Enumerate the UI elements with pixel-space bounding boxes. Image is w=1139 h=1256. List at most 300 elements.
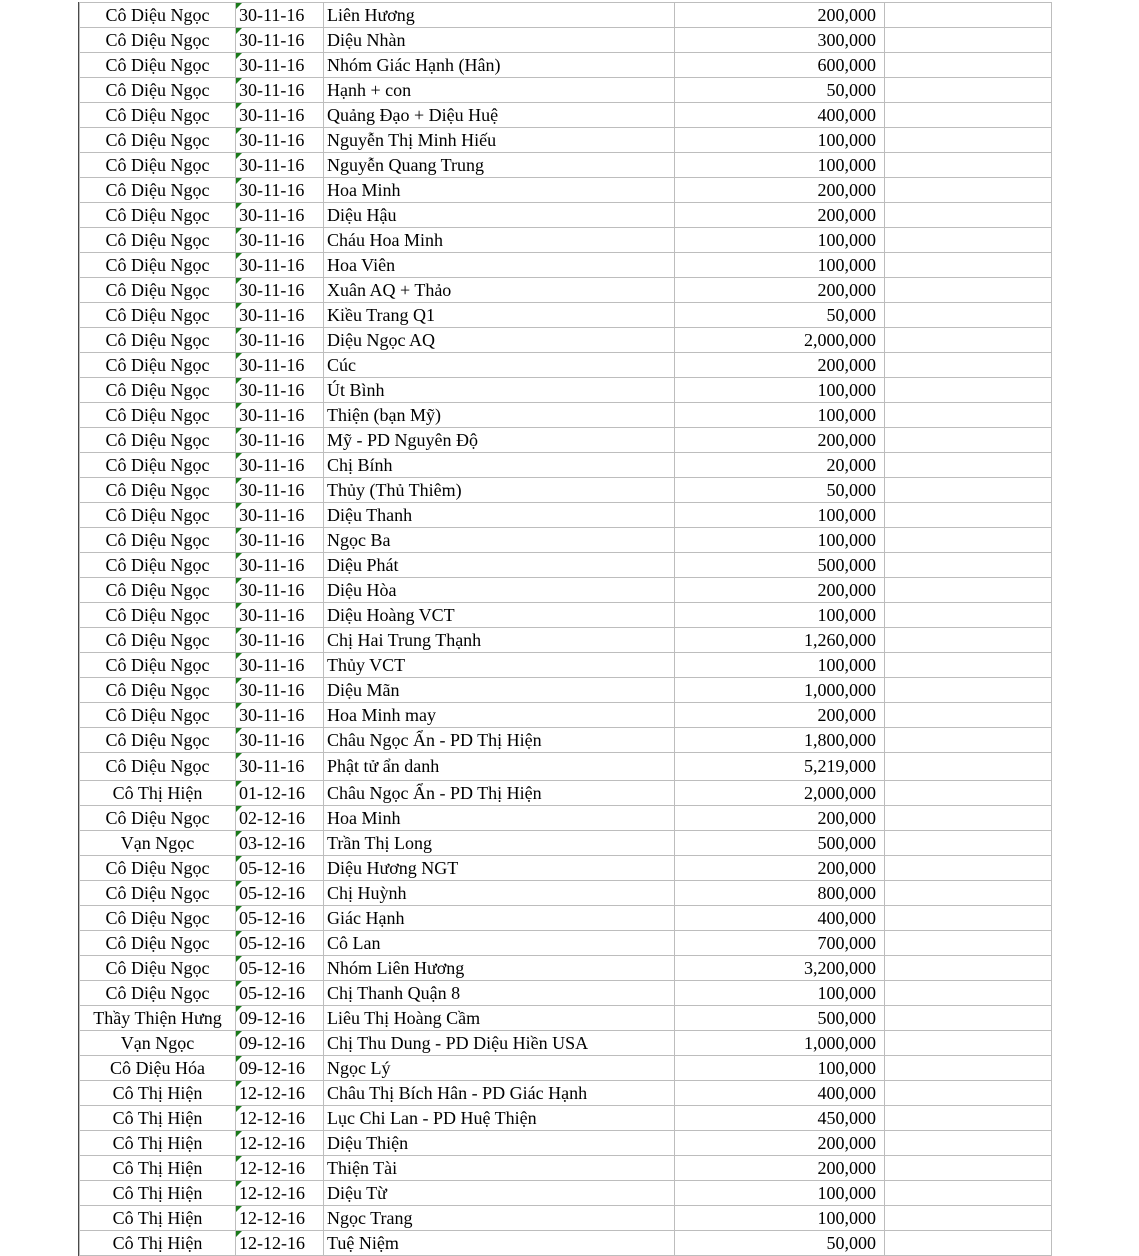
amount-cell[interactable]: 500,000 xyxy=(675,553,885,578)
date-cell[interactable]: 12-12-16 xyxy=(236,1081,324,1106)
table-row xyxy=(80,906,1052,931)
empty-cell[interactable] xyxy=(885,653,1052,678)
table-row xyxy=(80,653,1052,678)
date-cell[interactable]: 30-11-16 xyxy=(236,578,324,603)
date-cell[interactable]: 30-11-16 xyxy=(236,203,324,228)
table-row xyxy=(80,856,1052,881)
date-cell[interactable]: 09-12-16 xyxy=(236,1056,324,1081)
amount-cell[interactable]: 600,000 xyxy=(675,53,885,78)
amount-cell[interactable]: 200,000 xyxy=(675,178,885,203)
giver-cell[interactable]: Cô Diệu Ngọc xyxy=(80,703,236,728)
date-cell[interactable]: 30-11-16 xyxy=(236,603,324,628)
empty-cell[interactable] xyxy=(885,278,1052,303)
table-row xyxy=(80,628,1052,653)
amount-cell[interactable]: 50,000 xyxy=(675,303,885,328)
giver-cell[interactable]: Cô Diệu Ngọc xyxy=(80,956,236,981)
empty-cell[interactable] xyxy=(885,981,1052,1006)
empty-cell[interactable] xyxy=(885,906,1052,931)
donor-name-cell[interactable]: Diệu Nhàn xyxy=(324,28,675,53)
empty-cell[interactable] xyxy=(885,353,1052,378)
amount-cell[interactable]: 200,000 xyxy=(675,703,885,728)
donor-name-cell[interactable]: Lục Chi Lan - PD Huệ Thiện xyxy=(324,1106,675,1131)
giver-cell[interactable]: Cô Thị Hiện xyxy=(80,1231,236,1256)
table-row xyxy=(80,703,1052,728)
giver-cell[interactable]: Cô Diệu Ngọc xyxy=(80,478,236,503)
amount-cell[interactable]: 100,000 xyxy=(675,1206,885,1231)
donor-name-cell[interactable]: Kiều Trang Q1 xyxy=(324,303,675,328)
donation-sheet xyxy=(78,2,1047,1256)
donor-name-cell[interactable]: Thiện Tài xyxy=(324,1156,675,1181)
amount-cell[interactable]: 200,000 xyxy=(675,1156,885,1181)
table-row xyxy=(80,781,1052,806)
empty-cell[interactable] xyxy=(885,856,1052,881)
date-cell[interactable]: 30-11-16 xyxy=(236,378,324,403)
donor-name-cell[interactable]: Diệu Mãn xyxy=(324,678,675,703)
date-cell[interactable]: 30-11-16 xyxy=(236,628,324,653)
giver-cell[interactable]: Cô Diệu Ngọc xyxy=(80,178,236,203)
date-cell[interactable]: 30-11-16 xyxy=(236,653,324,678)
date-cell[interactable]: 30-11-16 xyxy=(236,403,324,428)
amount-cell[interactable]: 100,000 xyxy=(675,1056,885,1081)
giver-cell[interactable]: Cô Diệu Ngọc xyxy=(80,428,236,453)
empty-cell[interactable] xyxy=(885,628,1052,653)
amount-cell[interactable]: 400,000 xyxy=(675,906,885,931)
date-cell[interactable]: 30-11-16 xyxy=(236,128,324,153)
donor-name-cell[interactable]: Chị Huỳnh xyxy=(324,881,675,906)
giver-cell[interactable]: Cô Thị Hiện xyxy=(80,781,236,806)
date-cell[interactable]: 09-12-16 xyxy=(236,1031,324,1056)
table-row xyxy=(80,253,1052,278)
donor-name-cell[interactable]: Liên Hương xyxy=(324,3,675,28)
amount-cell[interactable]: 2,000,000 xyxy=(675,781,885,806)
date-cell[interactable]: 30-11-16 xyxy=(236,453,324,478)
date-cell[interactable]: 09-12-16 xyxy=(236,1006,324,1031)
table-row xyxy=(80,103,1052,128)
giver-cell[interactable]: Cô Diệu Ngọc xyxy=(80,453,236,478)
amount-cell[interactable]: 1,260,000 xyxy=(675,628,885,653)
giver-cell[interactable]: Cô Diệu Ngọc xyxy=(80,253,236,278)
empty-cell[interactable] xyxy=(885,378,1052,403)
amount-cell[interactable]: 50,000 xyxy=(675,478,885,503)
date-cell[interactable]: 30-11-16 xyxy=(236,303,324,328)
date-cell[interactable]: 12-12-16 xyxy=(236,1156,324,1181)
giver-cell[interactable]: Cô Diệu Ngọc xyxy=(80,628,236,653)
amount-cell[interactable]: 200,000 xyxy=(675,856,885,881)
empty-cell[interactable] xyxy=(885,328,1052,353)
donor-name-cell[interactable]: Nhóm Liên Hương xyxy=(324,956,675,981)
empty-cell[interactable] xyxy=(885,503,1052,528)
amount-cell[interactable]: 200,000 xyxy=(675,806,885,831)
empty-cell[interactable] xyxy=(885,478,1052,503)
giver-cell[interactable]: Vạn Ngọc xyxy=(80,1031,236,1056)
date-cell[interactable]: 12-12-16 xyxy=(236,1206,324,1231)
date-cell[interactable]: 12-12-16 xyxy=(236,1231,324,1256)
amount-cell[interactable]: 2,000,000 xyxy=(675,328,885,353)
amount-cell[interactable]: 400,000 xyxy=(675,1081,885,1106)
empty-cell[interactable] xyxy=(885,603,1052,628)
amount-cell[interactable]: 50,000 xyxy=(675,1231,885,1256)
table-row xyxy=(80,453,1052,478)
table-row xyxy=(80,328,1052,353)
donor-name-cell[interactable]: Nhóm Giác Hạnh (Hân) xyxy=(324,53,675,78)
donor-name-cell[interactable]: Chị Bính xyxy=(324,453,675,478)
donor-name-cell[interactable]: Mỹ - PD Nguyên Độ xyxy=(324,428,675,453)
date-cell[interactable]: 05-12-16 xyxy=(236,856,324,881)
date-cell[interactable]: 30-11-16 xyxy=(236,228,324,253)
giver-cell[interactable]: Cô Thị Hiện xyxy=(80,1156,236,1181)
table-row xyxy=(80,278,1052,303)
amount-cell[interactable]: 100,000 xyxy=(675,253,885,278)
giver-cell[interactable]: Cô Diệu Ngọc xyxy=(80,153,236,178)
giver-cell[interactable]: Cô Diệu Ngọc xyxy=(80,203,236,228)
amount-cell[interactable]: 200,000 xyxy=(675,578,885,603)
amount-cell[interactable]: 200,000 xyxy=(675,353,885,378)
table-row xyxy=(80,78,1052,103)
giver-cell[interactable]: Cô Diệu Ngọc xyxy=(80,806,236,831)
date-cell[interactable]: 30-11-16 xyxy=(236,253,324,278)
giver-cell[interactable]: Cô Diệu Ngọc xyxy=(80,981,236,1006)
amount-cell[interactable]: 100,000 xyxy=(675,228,885,253)
giver-cell[interactable]: Cô Diệu Ngọc xyxy=(80,403,236,428)
empty-cell[interactable] xyxy=(885,1081,1052,1106)
empty-cell[interactable] xyxy=(885,1131,1052,1156)
donor-name-cell[interactable]: Xuân AQ + Thảo xyxy=(324,278,675,303)
donor-name-cell[interactable]: Chị Hai Trung Thạnh xyxy=(324,628,675,653)
empty-cell[interactable] xyxy=(885,53,1052,78)
date-cell[interactable]: 30-11-16 xyxy=(236,353,324,378)
table-row xyxy=(80,353,1052,378)
giver-cell[interactable]: Cô Diệu Ngọc xyxy=(80,3,236,28)
empty-cell[interactable] xyxy=(885,3,1052,28)
amount-cell[interactable]: 200,000 xyxy=(675,1131,885,1156)
table-row xyxy=(80,956,1052,981)
giver-cell[interactable]: Cô Diệu Hóa xyxy=(80,1056,236,1081)
table-row xyxy=(80,831,1052,856)
table-row xyxy=(80,578,1052,603)
donation-table-body xyxy=(80,3,1052,1256)
donor-name-cell[interactable]: Diệu Hương NGT xyxy=(324,856,675,881)
giver-cell[interactable]: Cô Diệu Ngọc xyxy=(80,128,236,153)
giver-cell[interactable]: Cô Diệu Ngọc xyxy=(80,653,236,678)
date-cell[interactable]: 01-12-16 xyxy=(236,781,324,806)
donor-name-cell[interactable]: Phật tử ẩn danh xyxy=(324,753,675,781)
date-cell[interactable]: 30-11-16 xyxy=(236,53,324,78)
giver-cell[interactable]: Cô Diệu Ngọc xyxy=(80,881,236,906)
table-row xyxy=(80,228,1052,253)
donor-name-cell[interactable]: Thủy (Thủ Thiêm) xyxy=(324,478,675,503)
amount-cell[interactable]: 3,200,000 xyxy=(675,956,885,981)
date-cell[interactable]: 30-11-16 xyxy=(236,728,324,753)
giver-cell[interactable]: Cô Diệu Ngọc xyxy=(80,856,236,881)
empty-cell[interactable] xyxy=(885,1156,1052,1181)
empty-cell[interactable] xyxy=(885,831,1052,856)
table-row xyxy=(80,1206,1052,1231)
donor-name-cell[interactable]: Diệu Hậu xyxy=(324,203,675,228)
date-cell[interactable]: 12-12-16 xyxy=(236,1131,324,1156)
empty-cell[interactable] xyxy=(885,1231,1052,1256)
donor-name-cell[interactable]: Châu Ngọc Ẩn - PD Thị Hiện xyxy=(324,781,675,806)
donor-name-cell[interactable]: Diệu Thanh xyxy=(324,503,675,528)
amount-cell[interactable]: 200,000 xyxy=(675,428,885,453)
donor-name-cell[interactable]: Hoa Minh may xyxy=(324,703,675,728)
giver-cell[interactable]: Cô Diệu Ngọc xyxy=(80,753,236,781)
empty-cell[interactable] xyxy=(885,806,1052,831)
date-cell[interactable]: 30-11-16 xyxy=(236,478,324,503)
empty-cell[interactable] xyxy=(885,28,1052,53)
amount-cell[interactable]: 100,000 xyxy=(675,153,885,178)
date-cell[interactable]: 05-12-16 xyxy=(236,931,324,956)
table-row xyxy=(80,1056,1052,1081)
table-row xyxy=(80,503,1052,528)
giver-cell[interactable]: Cô Diệu Ngọc xyxy=(80,553,236,578)
donor-name-cell[interactable]: Ngọc Trang xyxy=(324,1206,675,1231)
date-cell[interactable]: 30-11-16 xyxy=(236,703,324,728)
date-cell[interactable]: 03-12-16 xyxy=(236,831,324,856)
donor-name-cell[interactable]: Hoa Minh xyxy=(324,178,675,203)
date-cell[interactable]: 30-11-16 xyxy=(236,3,324,28)
date-cell[interactable]: 30-11-16 xyxy=(236,553,324,578)
donor-name-cell[interactable]: Cháu Hoa Minh xyxy=(324,228,675,253)
giver-cell[interactable]: Cô Diệu Ngọc xyxy=(80,528,236,553)
amount-cell[interactable]: 200,000 xyxy=(675,3,885,28)
empty-cell[interactable] xyxy=(885,428,1052,453)
donor-name-cell[interactable]: Thiện (bạn Mỹ) xyxy=(324,403,675,428)
amount-cell[interactable]: 200,000 xyxy=(675,278,885,303)
empty-cell[interactable] xyxy=(885,528,1052,553)
empty-cell[interactable] xyxy=(885,203,1052,228)
table-row xyxy=(80,53,1052,78)
giver-cell[interactable]: Cô Diệu Ngọc xyxy=(80,931,236,956)
empty-cell[interactable] xyxy=(885,128,1052,153)
date-cell[interactable]: 30-11-16 xyxy=(236,78,324,103)
donor-name-cell[interactable]: Cúc xyxy=(324,353,675,378)
amount-cell[interactable]: 5,219,000 xyxy=(675,753,885,781)
empty-cell[interactable] xyxy=(885,781,1052,806)
amount-cell[interactable]: 800,000 xyxy=(675,881,885,906)
amount-cell[interactable]: 1,800,000 xyxy=(675,728,885,753)
date-cell[interactable]: 05-12-16 xyxy=(236,981,324,1006)
table-row xyxy=(80,981,1052,1006)
empty-cell[interactable] xyxy=(885,228,1052,253)
date-cell[interactable]: 30-11-16 xyxy=(236,278,324,303)
date-cell[interactable]: 02-12-16 xyxy=(236,806,324,831)
amount-cell[interactable]: 100,000 xyxy=(675,128,885,153)
donor-name-cell[interactable]: Hoa Viên xyxy=(324,253,675,278)
empty-cell[interactable] xyxy=(885,303,1052,328)
date-cell[interactable]: 30-11-16 xyxy=(236,753,324,781)
amount-cell[interactable]: 300,000 xyxy=(675,28,885,53)
table-row xyxy=(80,3,1052,28)
empty-cell[interactable] xyxy=(885,403,1052,428)
empty-cell[interactable] xyxy=(885,1206,1052,1231)
table-row xyxy=(80,553,1052,578)
donor-name-cell[interactable]: Giác Hạnh xyxy=(324,906,675,931)
giver-cell[interactable]: Vạn Ngọc xyxy=(80,831,236,856)
table-row xyxy=(80,478,1052,503)
donor-name-cell[interactable]: Thủy VCT xyxy=(324,653,675,678)
table-row xyxy=(80,1181,1052,1206)
table-row xyxy=(80,753,1052,781)
table-row xyxy=(80,881,1052,906)
amount-cell[interactable]: 500,000 xyxy=(675,831,885,856)
table-row xyxy=(80,153,1052,178)
date-cell[interactable]: 05-12-16 xyxy=(236,956,324,981)
date-cell[interactable]: 30-11-16 xyxy=(236,178,324,203)
date-cell[interactable]: 05-12-16 xyxy=(236,906,324,931)
table-row xyxy=(80,1006,1052,1031)
table-row xyxy=(80,428,1052,453)
table-row xyxy=(80,931,1052,956)
amount-cell[interactable]: 100,000 xyxy=(675,603,885,628)
giver-cell[interactable]: Cô Thị Hiện xyxy=(80,1181,236,1206)
date-cell[interactable]: 30-11-16 xyxy=(236,503,324,528)
table-row xyxy=(80,1106,1052,1131)
donor-name-cell[interactable]: Hoa Minh xyxy=(324,806,675,831)
date-cell[interactable]: 05-12-16 xyxy=(236,881,324,906)
donor-name-cell[interactable]: Tuệ Niệm xyxy=(324,1231,675,1256)
amount-cell[interactable]: 500,000 xyxy=(675,1006,885,1031)
empty-cell[interactable] xyxy=(885,1056,1052,1081)
empty-cell[interactable] xyxy=(885,553,1052,578)
amount-cell[interactable]: 100,000 xyxy=(675,503,885,528)
empty-cell[interactable] xyxy=(885,956,1052,981)
table-row xyxy=(80,303,1052,328)
giver-cell[interactable]: Cô Thị Hiện xyxy=(80,1206,236,1231)
empty-cell[interactable] xyxy=(885,578,1052,603)
giver-cell[interactable]: Cô Diệu Ngọc xyxy=(80,906,236,931)
donor-name-cell[interactable]: Châu Thị Bích Hân - PD Giác Hạnh xyxy=(324,1081,675,1106)
donor-name-cell[interactable]: Châu Ngọc Ẩn - PD Thị Hiện xyxy=(324,728,675,753)
table-row xyxy=(80,128,1052,153)
table-row xyxy=(80,603,1052,628)
date-cell[interactable]: 12-12-16 xyxy=(236,1106,324,1131)
table-row xyxy=(80,28,1052,53)
giver-cell[interactable]: Cô Diệu Ngọc xyxy=(80,328,236,353)
donor-name-cell[interactable]: Quảng Đạo + Diệu Huệ xyxy=(324,103,675,128)
table-row xyxy=(80,403,1052,428)
empty-cell[interactable] xyxy=(885,153,1052,178)
table-row xyxy=(80,806,1052,831)
empty-cell[interactable] xyxy=(885,1181,1052,1206)
date-cell[interactable]: 30-11-16 xyxy=(236,428,324,453)
table-row xyxy=(80,1156,1052,1181)
giver-cell[interactable]: Thầy Thiện Hưng xyxy=(80,1006,236,1031)
giver-cell[interactable]: Cô Diệu Ngọc xyxy=(80,53,236,78)
amount-cell[interactable]: 1,000,000 xyxy=(675,678,885,703)
giver-cell[interactable]: Cô Diệu Ngọc xyxy=(80,353,236,378)
giver-cell[interactable]: Cô Diệu Ngọc xyxy=(80,278,236,303)
amount-cell[interactable]: 450,000 xyxy=(675,1106,885,1131)
giver-cell[interactable]: Cô Diệu Ngọc xyxy=(80,678,236,703)
date-cell[interactable]: 30-11-16 xyxy=(236,528,324,553)
empty-cell[interactable] xyxy=(885,1106,1052,1131)
donor-name-cell[interactable]: Diệu Từ xyxy=(324,1181,675,1206)
date-cell[interactable]: 12-12-16 xyxy=(236,1181,324,1206)
giver-cell[interactable]: Cô Thị Hiện xyxy=(80,1081,236,1106)
empty-cell[interactable] xyxy=(885,931,1052,956)
donor-name-cell[interactable]: Trần Thị Long xyxy=(324,831,675,856)
giver-cell[interactable]: Cô Thị Hiện xyxy=(80,1106,236,1131)
donor-name-cell[interactable]: Diệu Thiện xyxy=(324,1131,675,1156)
empty-cell[interactable] xyxy=(885,703,1052,728)
date-cell[interactable]: 30-11-16 xyxy=(236,678,324,703)
table-row xyxy=(80,378,1052,403)
empty-cell[interactable] xyxy=(885,728,1052,753)
empty-cell[interactable] xyxy=(885,1006,1052,1031)
empty-cell[interactable] xyxy=(885,753,1052,781)
empty-cell[interactable] xyxy=(885,178,1052,203)
donor-name-cell[interactable]: Chị Thu Dung - PD Diệu Hiền USA xyxy=(324,1031,675,1056)
giver-cell[interactable]: Cô Diệu Ngọc xyxy=(80,728,236,753)
donor-name-cell[interactable]: Út Bình xyxy=(324,378,675,403)
donor-name-cell[interactable]: Nguyễn Quang Trung xyxy=(324,153,675,178)
donor-name-cell[interactable]: Diệu Hoàng VCT xyxy=(324,603,675,628)
donor-name-cell[interactable]: Ngọc Ba xyxy=(324,528,675,553)
date-cell[interactable]: 30-11-16 xyxy=(236,153,324,178)
table-row xyxy=(80,728,1052,753)
giver-cell[interactable]: Cô Thị Hiện xyxy=(80,1131,236,1156)
giver-cell[interactable]: Cô Diệu Ngọc xyxy=(80,228,236,253)
donor-name-cell[interactable]: Diệu Phát xyxy=(324,553,675,578)
table-row xyxy=(80,528,1052,553)
giver-cell[interactable]: Cô Diệu Ngọc xyxy=(80,78,236,103)
empty-cell[interactable] xyxy=(885,253,1052,278)
amount-cell[interactable]: 1,000,000 xyxy=(675,1031,885,1056)
empty-cell[interactable] xyxy=(885,881,1052,906)
amount-cell[interactable]: 100,000 xyxy=(675,378,885,403)
amount-cell[interactable]: 50,000 xyxy=(675,78,885,103)
amount-cell[interactable]: 100,000 xyxy=(675,1181,885,1206)
empty-cell[interactable] xyxy=(885,103,1052,128)
donor-name-cell[interactable]: Nguyễn Thị Minh Hiếu xyxy=(324,128,675,153)
amount-cell[interactable]: 700,000 xyxy=(675,931,885,956)
table-row xyxy=(80,178,1052,203)
giver-cell[interactable]: Cô Diệu Ngọc xyxy=(80,378,236,403)
date-cell[interactable]: 30-11-16 xyxy=(236,103,324,128)
amount-cell[interactable]: 400,000 xyxy=(675,103,885,128)
donor-name-cell[interactable]: Ngọc Lý xyxy=(324,1056,675,1081)
date-cell[interactable]: 30-11-16 xyxy=(236,328,324,353)
giver-cell[interactable]: Cô Diệu Ngọc xyxy=(80,303,236,328)
empty-cell[interactable] xyxy=(885,78,1052,103)
amount-cell[interactable]: 100,000 xyxy=(675,653,885,678)
table-row xyxy=(80,678,1052,703)
amount-cell[interactable]: 100,000 xyxy=(675,403,885,428)
amount-cell[interactable]: 100,000 xyxy=(675,528,885,553)
giver-cell[interactable]: Cô Diệu Ngọc xyxy=(80,578,236,603)
empty-cell[interactable] xyxy=(885,1031,1052,1056)
donor-name-cell[interactable]: Liêu Thị Hoàng Cầm xyxy=(324,1006,675,1031)
donor-name-cell[interactable]: Chị Thanh Quận 8 xyxy=(324,981,675,1006)
amount-cell[interactable]: 20,000 xyxy=(675,453,885,478)
giver-cell[interactable]: Cô Diệu Ngọc xyxy=(80,603,236,628)
donor-name-cell[interactable]: Diệu Hòa xyxy=(324,578,675,603)
date-cell[interactable]: 30-11-16 xyxy=(236,28,324,53)
donor-name-cell[interactable]: Cô Lan xyxy=(324,931,675,956)
giver-cell[interactable]: Cô Diệu Ngọc xyxy=(80,103,236,128)
empty-cell[interactable] xyxy=(885,453,1052,478)
amount-cell[interactable]: 200,000 xyxy=(675,203,885,228)
table-row xyxy=(80,1031,1052,1056)
giver-cell[interactable]: Cô Diệu Ngọc xyxy=(80,503,236,528)
amount-cell[interactable]: 100,000 xyxy=(675,981,885,1006)
giver-cell[interactable]: Cô Diệu Ngọc xyxy=(80,28,236,53)
donation-table xyxy=(79,2,1052,1256)
table-row xyxy=(80,203,1052,228)
donor-name-cell[interactable]: Hạnh + con xyxy=(324,78,675,103)
empty-cell[interactable] xyxy=(885,678,1052,703)
donor-name-cell[interactable]: Diệu Ngọc AQ xyxy=(324,328,675,353)
